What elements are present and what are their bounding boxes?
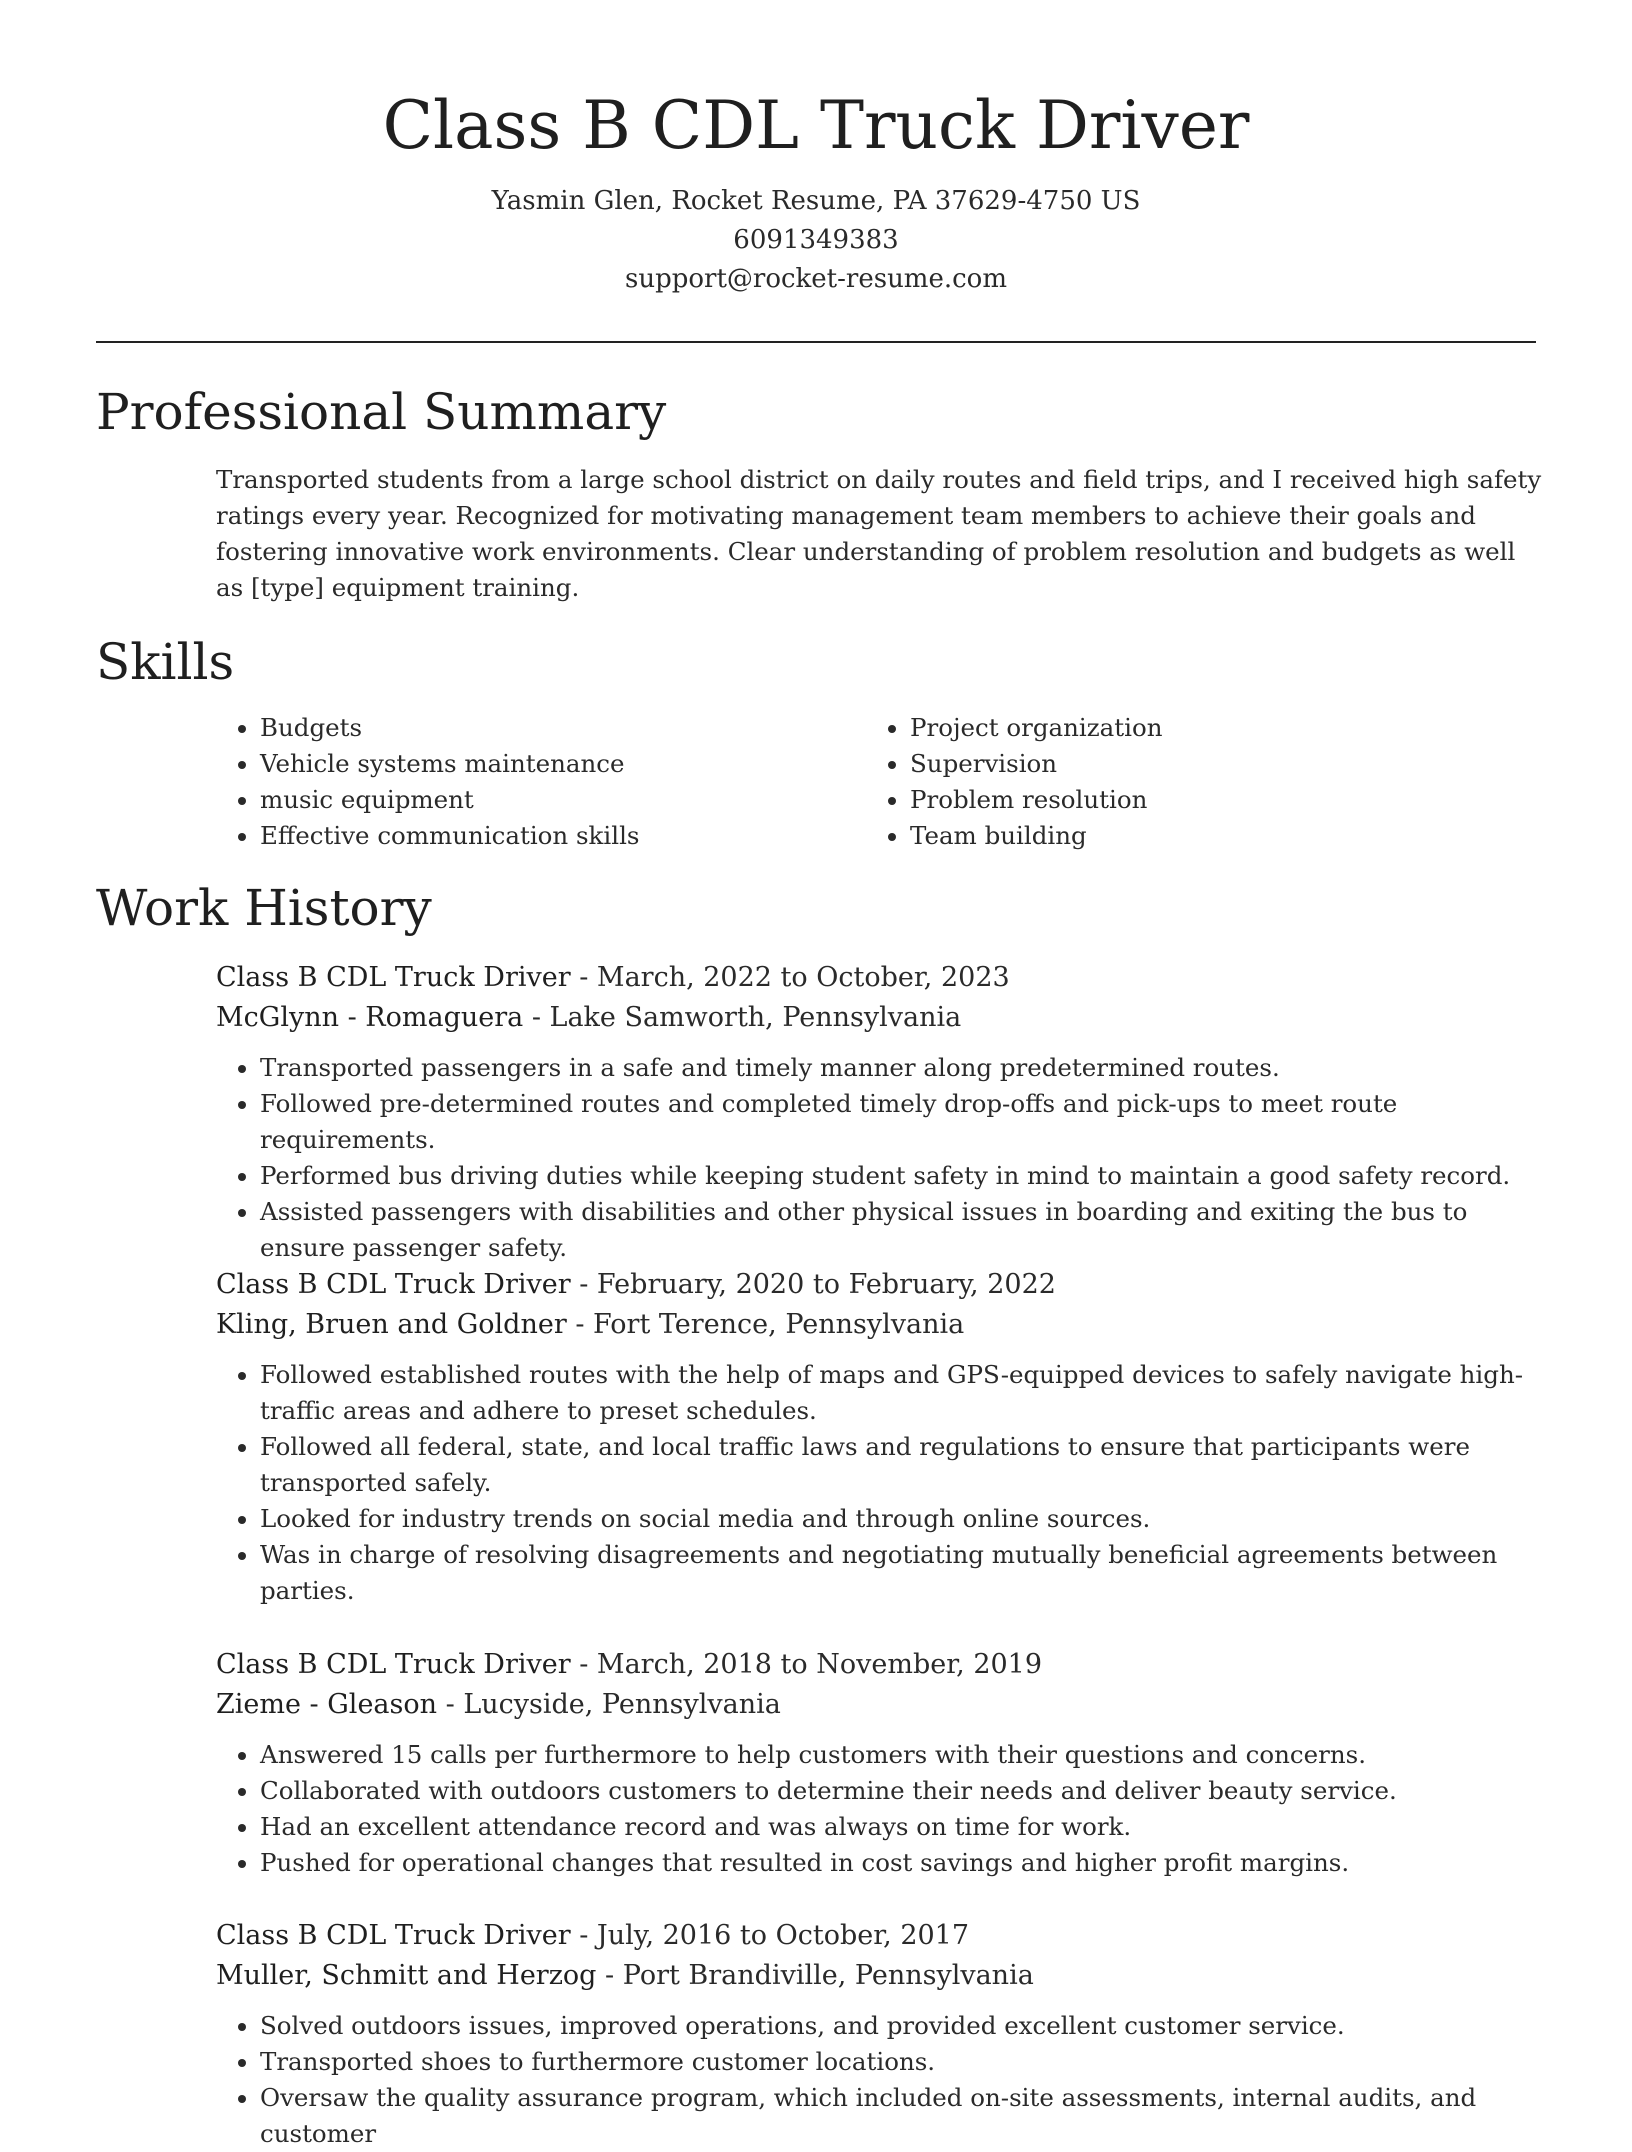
job-entry bbox=[216, 1265, 1546, 1609]
job-entry bbox=[216, 958, 1546, 1266]
job-bullet: • Had an excellent attendance record and was always on time for work. bbox=[260, 1809, 1546, 1845]
job-bullets bbox=[216, 1357, 1546, 1609]
job-bullet: • Performed bus driving duties while keeping student safety in mind to maintain a good safety record. bbox=[260, 1158, 1546, 1194]
job-title: Class B CDL Truck Driver bbox=[216, 1649, 571, 1680]
skill-item: • Budgets bbox=[260, 710, 860, 746]
contact-phone: 6091349383 bbox=[733, 225, 899, 255]
job-location: - Lake Samworth, Pennsylvania bbox=[523, 1002, 962, 1033]
contact-email: support@rocket-resume.com bbox=[624, 264, 1007, 294]
job-bullet: • Oversaw the quality assurance program, which included on-site assessments, internal audits, and customer bbox=[260, 2080, 1546, 2152]
job-location: - Port Brandiville, Pennsylvania bbox=[596, 1960, 1034, 1991]
job-location: - Lucyside, Pennsylvania bbox=[437, 1689, 781, 1720]
job-employer bbox=[216, 1956, 1546, 1996]
job-company: McGlynn - Romaguera bbox=[216, 1002, 524, 1033]
skills-column-right bbox=[866, 710, 1510, 854]
job-dates: - February, 2020 to February, 2022 bbox=[570, 1269, 1056, 1300]
job-heading bbox=[216, 1916, 1546, 1956]
skill-item: • Project organization bbox=[910, 710, 1510, 746]
job-bullet: • Followed pre-determined routes and completed timely drop-offs and pick-ups to meet route requirements. bbox=[260, 1086, 1546, 1158]
job-bullet: • Solved outdoors issues, improved operations, and provided excellent customer service. bbox=[260, 2008, 1546, 2044]
skill-item: • Vehicle systems maintenance bbox=[260, 746, 860, 782]
skill-item: • music equipment bbox=[260, 782, 860, 818]
summary-text: Transported students from a large school district on daily routes and field trips, and I received high safety ratings every year. Recognized for motivating management team members to achieve their goals and fostering innovative work environments. Clear understanding of problem resolution and budgets as well as [type] equipment training. bbox=[216, 465, 1542, 602]
job-company: Kling, Bruen and Goldner bbox=[216, 1309, 567, 1340]
resume-name: Class B CDL Truck Driver bbox=[382, 87, 1250, 164]
job-dates: - July, 2016 to October, 2017 bbox=[570, 1920, 970, 1951]
job-employer bbox=[216, 1685, 1546, 1725]
section-title-skills: Skills bbox=[96, 633, 235, 691]
job-bullet: • Transported passengers in a safe and timely manner along predetermined routes. bbox=[260, 1050, 1546, 1086]
contact-address: Yasmin Glen, Rocket Resume, PA 37629-4750 US bbox=[491, 186, 1141, 216]
header-divider bbox=[96, 341, 1536, 343]
job-title: Class B CDL Truck Driver bbox=[216, 962, 571, 993]
section-title-summary: Professional Summary bbox=[96, 383, 667, 441]
job-dates: - March, 2018 to November, 2019 bbox=[570, 1649, 1043, 1680]
job-bullet: • Looked for industry trends on social media and through online sources. bbox=[260, 1501, 1546, 1537]
resume-header bbox=[96, 80, 1536, 299]
job-employer bbox=[216, 1305, 1546, 1345]
skill-item: • Problem resolution bbox=[910, 782, 1510, 818]
skills-column-left bbox=[216, 710, 860, 854]
job-bullets bbox=[216, 1737, 1546, 1881]
job-entry bbox=[216, 1645, 1546, 1881]
job-location: - Fort Terence, Pennsylvania bbox=[566, 1309, 965, 1340]
job-entry bbox=[216, 1916, 1546, 2152]
job-bullet: • Answered 15 calls per furthermore to help customers with their questions and concerns. bbox=[260, 1737, 1546, 1773]
job-bullet: • Followed all federal, state, and local traffic laws and regulations to ensure that participants were transported safely. bbox=[260, 1429, 1546, 1501]
job-employer bbox=[216, 998, 1546, 1038]
skill-item: • Supervision bbox=[910, 746, 1510, 782]
job-bullet: • Pushed for operational changes that resulted in cost savings and higher profit margins. bbox=[260, 1845, 1546, 1881]
job-company: Muller, Schmitt and Herzog bbox=[216, 1960, 597, 1991]
job-title: Class B CDL Truck Driver bbox=[216, 1920, 571, 1951]
skill-item: • Team building bbox=[910, 818, 1510, 854]
job-company: Zieme - Gleason bbox=[216, 1689, 438, 1720]
skill-item: • Effective communication skills bbox=[260, 818, 860, 854]
section-title-work-history: Work History bbox=[96, 879, 432, 937]
job-bullets bbox=[216, 1050, 1546, 1266]
job-bullet: • Collaborated with outdoors customers to determine their needs and deliver beauty service. bbox=[260, 1773, 1546, 1809]
job-heading bbox=[216, 958, 1546, 998]
job-bullet: • Transported shoes to furthermore customer locations. bbox=[260, 2044, 1546, 2080]
job-bullets bbox=[216, 2008, 1546, 2152]
job-bullet: • Assisted passengers with disabilities and other physical issues in boarding and exiting the bus to ensure passenger safety. bbox=[260, 1194, 1546, 1266]
job-title: Class B CDL Truck Driver bbox=[216, 1269, 571, 1300]
contact-info bbox=[96, 182, 1536, 299]
job-bullet: • Followed established routes with the help of maps and GPS-equipped devices to safely navigate high-traffic areas and adhere to preset schedules. bbox=[260, 1357, 1546, 1429]
job-heading bbox=[216, 1645, 1546, 1685]
job-dates: - March, 2022 to October, 2023 bbox=[570, 962, 1010, 993]
job-bullet: • Was in charge of resolving disagreements and negotiating mutually beneficial agreements between parties. bbox=[260, 1537, 1546, 1609]
job-heading bbox=[216, 1265, 1546, 1305]
